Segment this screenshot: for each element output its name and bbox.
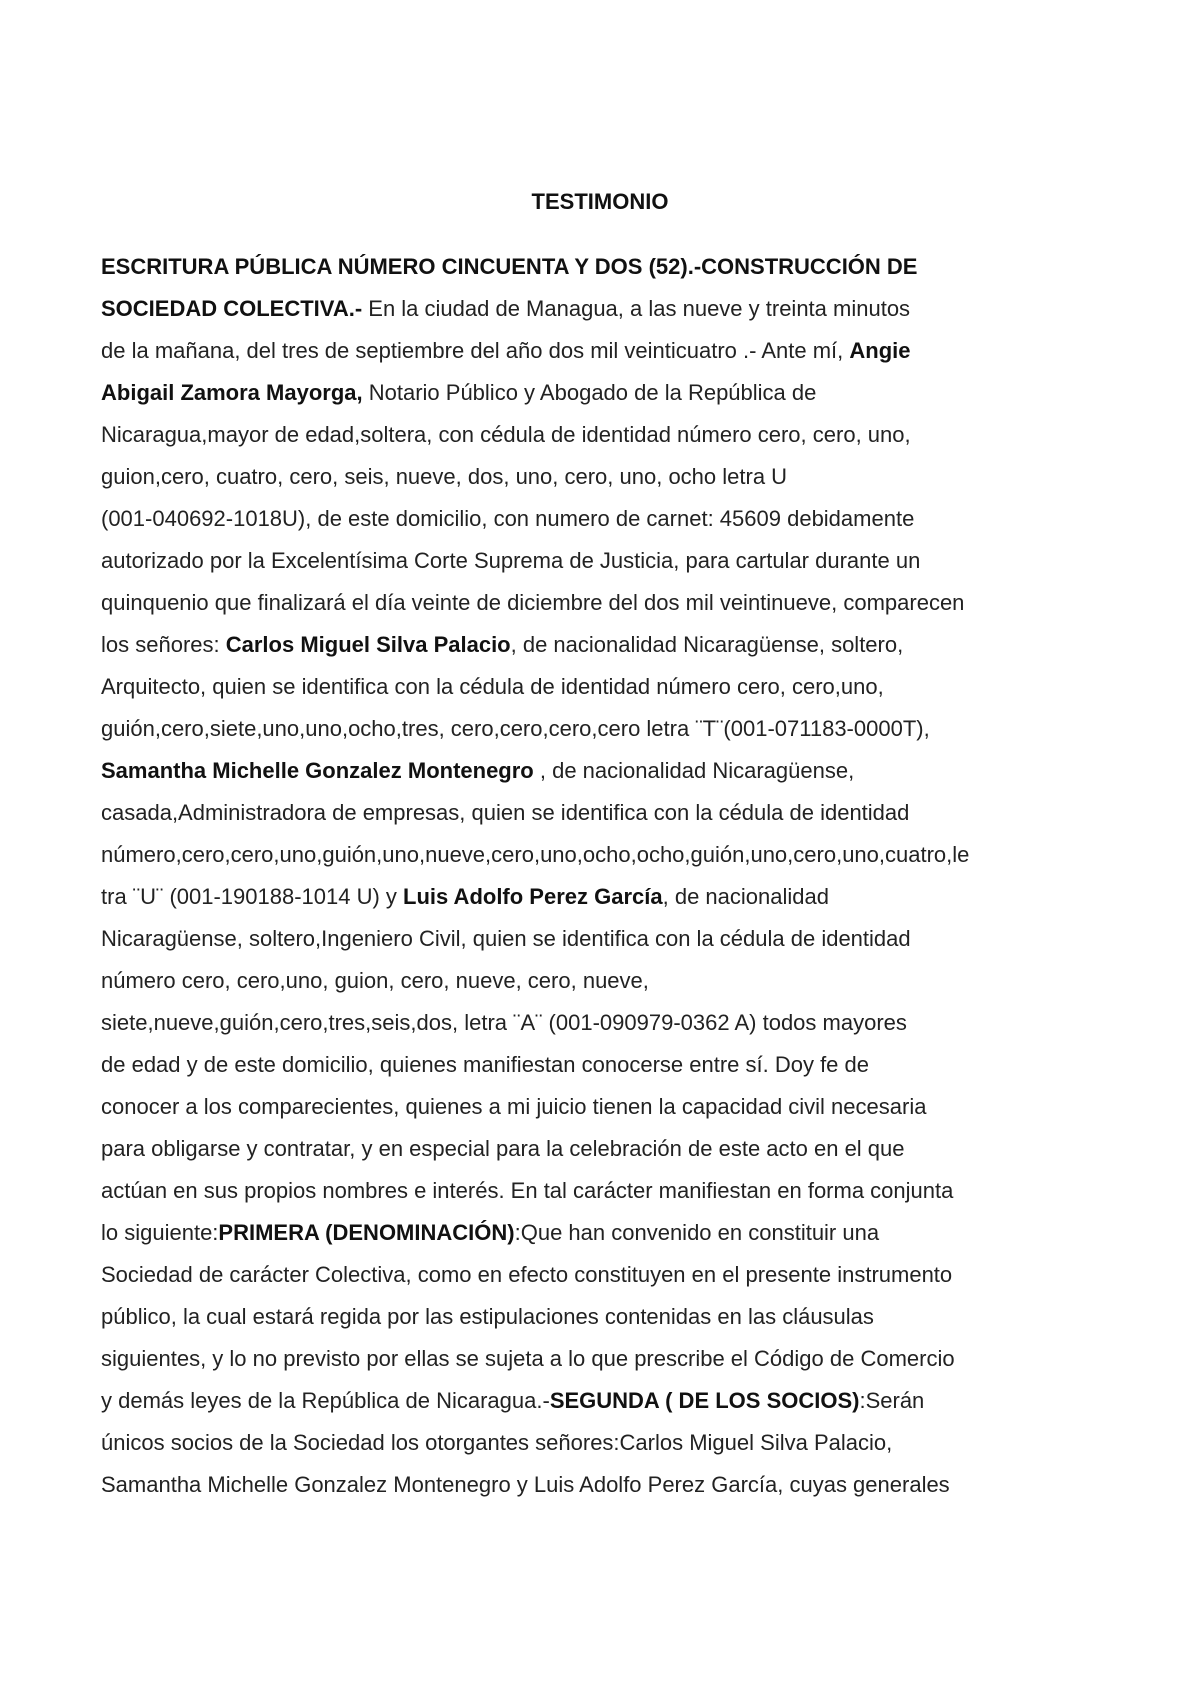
bold-text-run: SOCIEDAD COLECTIVA.- xyxy=(101,296,363,321)
document-line xyxy=(101,1254,1101,1296)
text-run: En la ciudad de Managua, a las nueve y treinta minutos xyxy=(362,296,911,321)
document-line xyxy=(101,414,1101,456)
document-line xyxy=(101,876,1101,918)
bold-text-run: Luis Adolfo Perez García xyxy=(403,884,663,909)
text-run: y demás leyes de la República de Nicaragua.- xyxy=(101,1388,550,1413)
text-run: guion,cero, cuatro, cero, seis, nueve, dos, uno, cero, uno, ocho letra U xyxy=(101,464,788,489)
text-run: , de nacionalidad Nicaragüense, soltero, xyxy=(510,632,904,657)
document-line xyxy=(101,1212,1101,1254)
text-run: guión,cero,siete,uno,uno,ocho,tres, cero,cero,cero,cero letra ¨T¨(001-071183-0000T), xyxy=(101,716,930,741)
document-line xyxy=(101,1338,1101,1380)
document-line xyxy=(101,1170,1101,1212)
document-line xyxy=(101,330,1101,372)
text-run: de la mañana, del tres de septiembre del año dos mil veinticuatro .- Ante mí, xyxy=(101,338,850,363)
text-run: autorizado por la Excelentísima Corte Suprema de Justicia, para cartular durante un xyxy=(101,548,921,573)
text-run: Samantha Michelle Gonzalez Montenegro y Luis Adolfo Perez García, cuyas generales xyxy=(101,1472,950,1497)
text-run: siguientes, y lo no previsto por ellas se sujeta a lo que prescribe el Código de Comercio xyxy=(101,1346,955,1371)
bold-text-run: Angie xyxy=(849,338,911,363)
text-run: tra ¨U¨ (001-190188-1014 U) y xyxy=(101,884,404,909)
document-line xyxy=(101,792,1101,834)
text-run: :Que han convenido en constituir una xyxy=(514,1220,880,1245)
text-run: conocer a los comparecientes, quienes a mi juicio tienen la capacidad civil necesaria xyxy=(101,1094,927,1119)
text-run: únicos socios de la Sociedad los otorgantes señores:Carlos Miguel Silva Palacio, xyxy=(101,1430,893,1455)
document-line xyxy=(101,582,1101,624)
document-line xyxy=(101,1128,1101,1170)
bold-text-run: PRIMERA (DENOMINACIÓN) xyxy=(218,1220,515,1245)
document-line xyxy=(101,372,1101,414)
text-run: , de nacionalidad Nicaragüense, xyxy=(533,758,855,783)
document-line xyxy=(101,834,1101,876)
text-run: siete,nueve,guión,cero,tres,seis,dos, letra ¨A¨ (001-090979-0362 A) todos mayores xyxy=(101,1010,907,1035)
document-line xyxy=(101,1422,1101,1464)
document-title: TESTIMONIO xyxy=(531,189,669,214)
document-line xyxy=(101,1086,1101,1128)
document-line xyxy=(101,246,1101,288)
bold-text-run: Abigail Zamora Mayorga, xyxy=(101,380,363,405)
text-run: :Serán xyxy=(859,1388,925,1413)
text-run: (001-040692-1018U), de este domicilio, con numero de carnet: 45609 debidamente xyxy=(101,506,915,531)
document-line xyxy=(101,540,1101,582)
document-line xyxy=(101,666,1101,708)
text-run: número cero, cero,uno, guion, cero, nueve, cero, nueve, xyxy=(101,968,649,993)
text-run: número,cero,cero,uno,guión,uno,nueve,cero,uno,ocho,ocho,guión,uno,cero,uno,cuatro,le xyxy=(101,842,970,867)
bold-text-run: Carlos Miguel Silva Palacio xyxy=(225,632,511,657)
document-line xyxy=(101,1464,1101,1506)
document-line xyxy=(101,624,1101,666)
bold-text-run: SEGUNDA ( DE LOS SOCIOS) xyxy=(549,1388,860,1413)
text-run: los señores: xyxy=(101,632,226,657)
text-run: , de nacionalidad xyxy=(662,884,829,909)
document-line xyxy=(101,288,1101,330)
document-line xyxy=(101,456,1101,498)
text-run: Arquitecto, quien se identifica con la cédula de identidad número cero, cero,uno, xyxy=(101,674,884,699)
text-run: de edad y de este domicilio, quienes manifiestan conocerse entre sí. Doy fe de xyxy=(101,1052,870,1077)
document-line xyxy=(101,960,1101,1002)
document-body xyxy=(101,246,1101,1506)
text-run: Sociedad de carácter Colectiva, como en efecto constituyen en el presente instrumento xyxy=(101,1262,953,1287)
text-run: Nicaragüense, soltero,Ingeniero Civil, quien se identifica con la cédula de identidad xyxy=(101,926,911,951)
document-line xyxy=(101,1296,1101,1338)
text-run: quinquenio que finalizará el día veinte de diciembre del dos mil veintinueve, comparecen xyxy=(101,590,965,615)
document-line xyxy=(101,498,1101,540)
document-line xyxy=(101,1380,1101,1422)
document-line xyxy=(101,750,1101,792)
document-line xyxy=(101,1002,1101,1044)
document-line xyxy=(101,1044,1101,1086)
text-run: lo siguiente: xyxy=(101,1220,219,1245)
text-run: para obligarse y contratar, y en especial para la celebración de este acto en el que xyxy=(101,1136,905,1161)
document-line xyxy=(101,918,1101,960)
text-run: casada,Administradora de empresas, quien se identifica con la cédula de identidad xyxy=(101,800,910,825)
text-run: público, la cual estará regida por las estipulaciones contenidas en las cláusulas xyxy=(101,1304,874,1329)
bold-text-run: ESCRITURA PÚBLICA NÚMERO CINCUENTA Y DOS (52).-CONSTRUCCIÓN DE xyxy=(101,254,918,279)
document-line xyxy=(101,708,1101,750)
text-run: actúan en sus propios nombres e interés. En tal carácter manifiestan en forma conjunta xyxy=(101,1178,954,1203)
text-run: Notario Público y Abogado de la República de xyxy=(362,380,817,405)
text-run: Nicaragua,mayor de edad,soltera, con cédula de identidad número cero, cero, uno, xyxy=(101,422,911,447)
bold-text-run: Samantha Michelle Gonzalez Montenegro xyxy=(101,758,534,783)
